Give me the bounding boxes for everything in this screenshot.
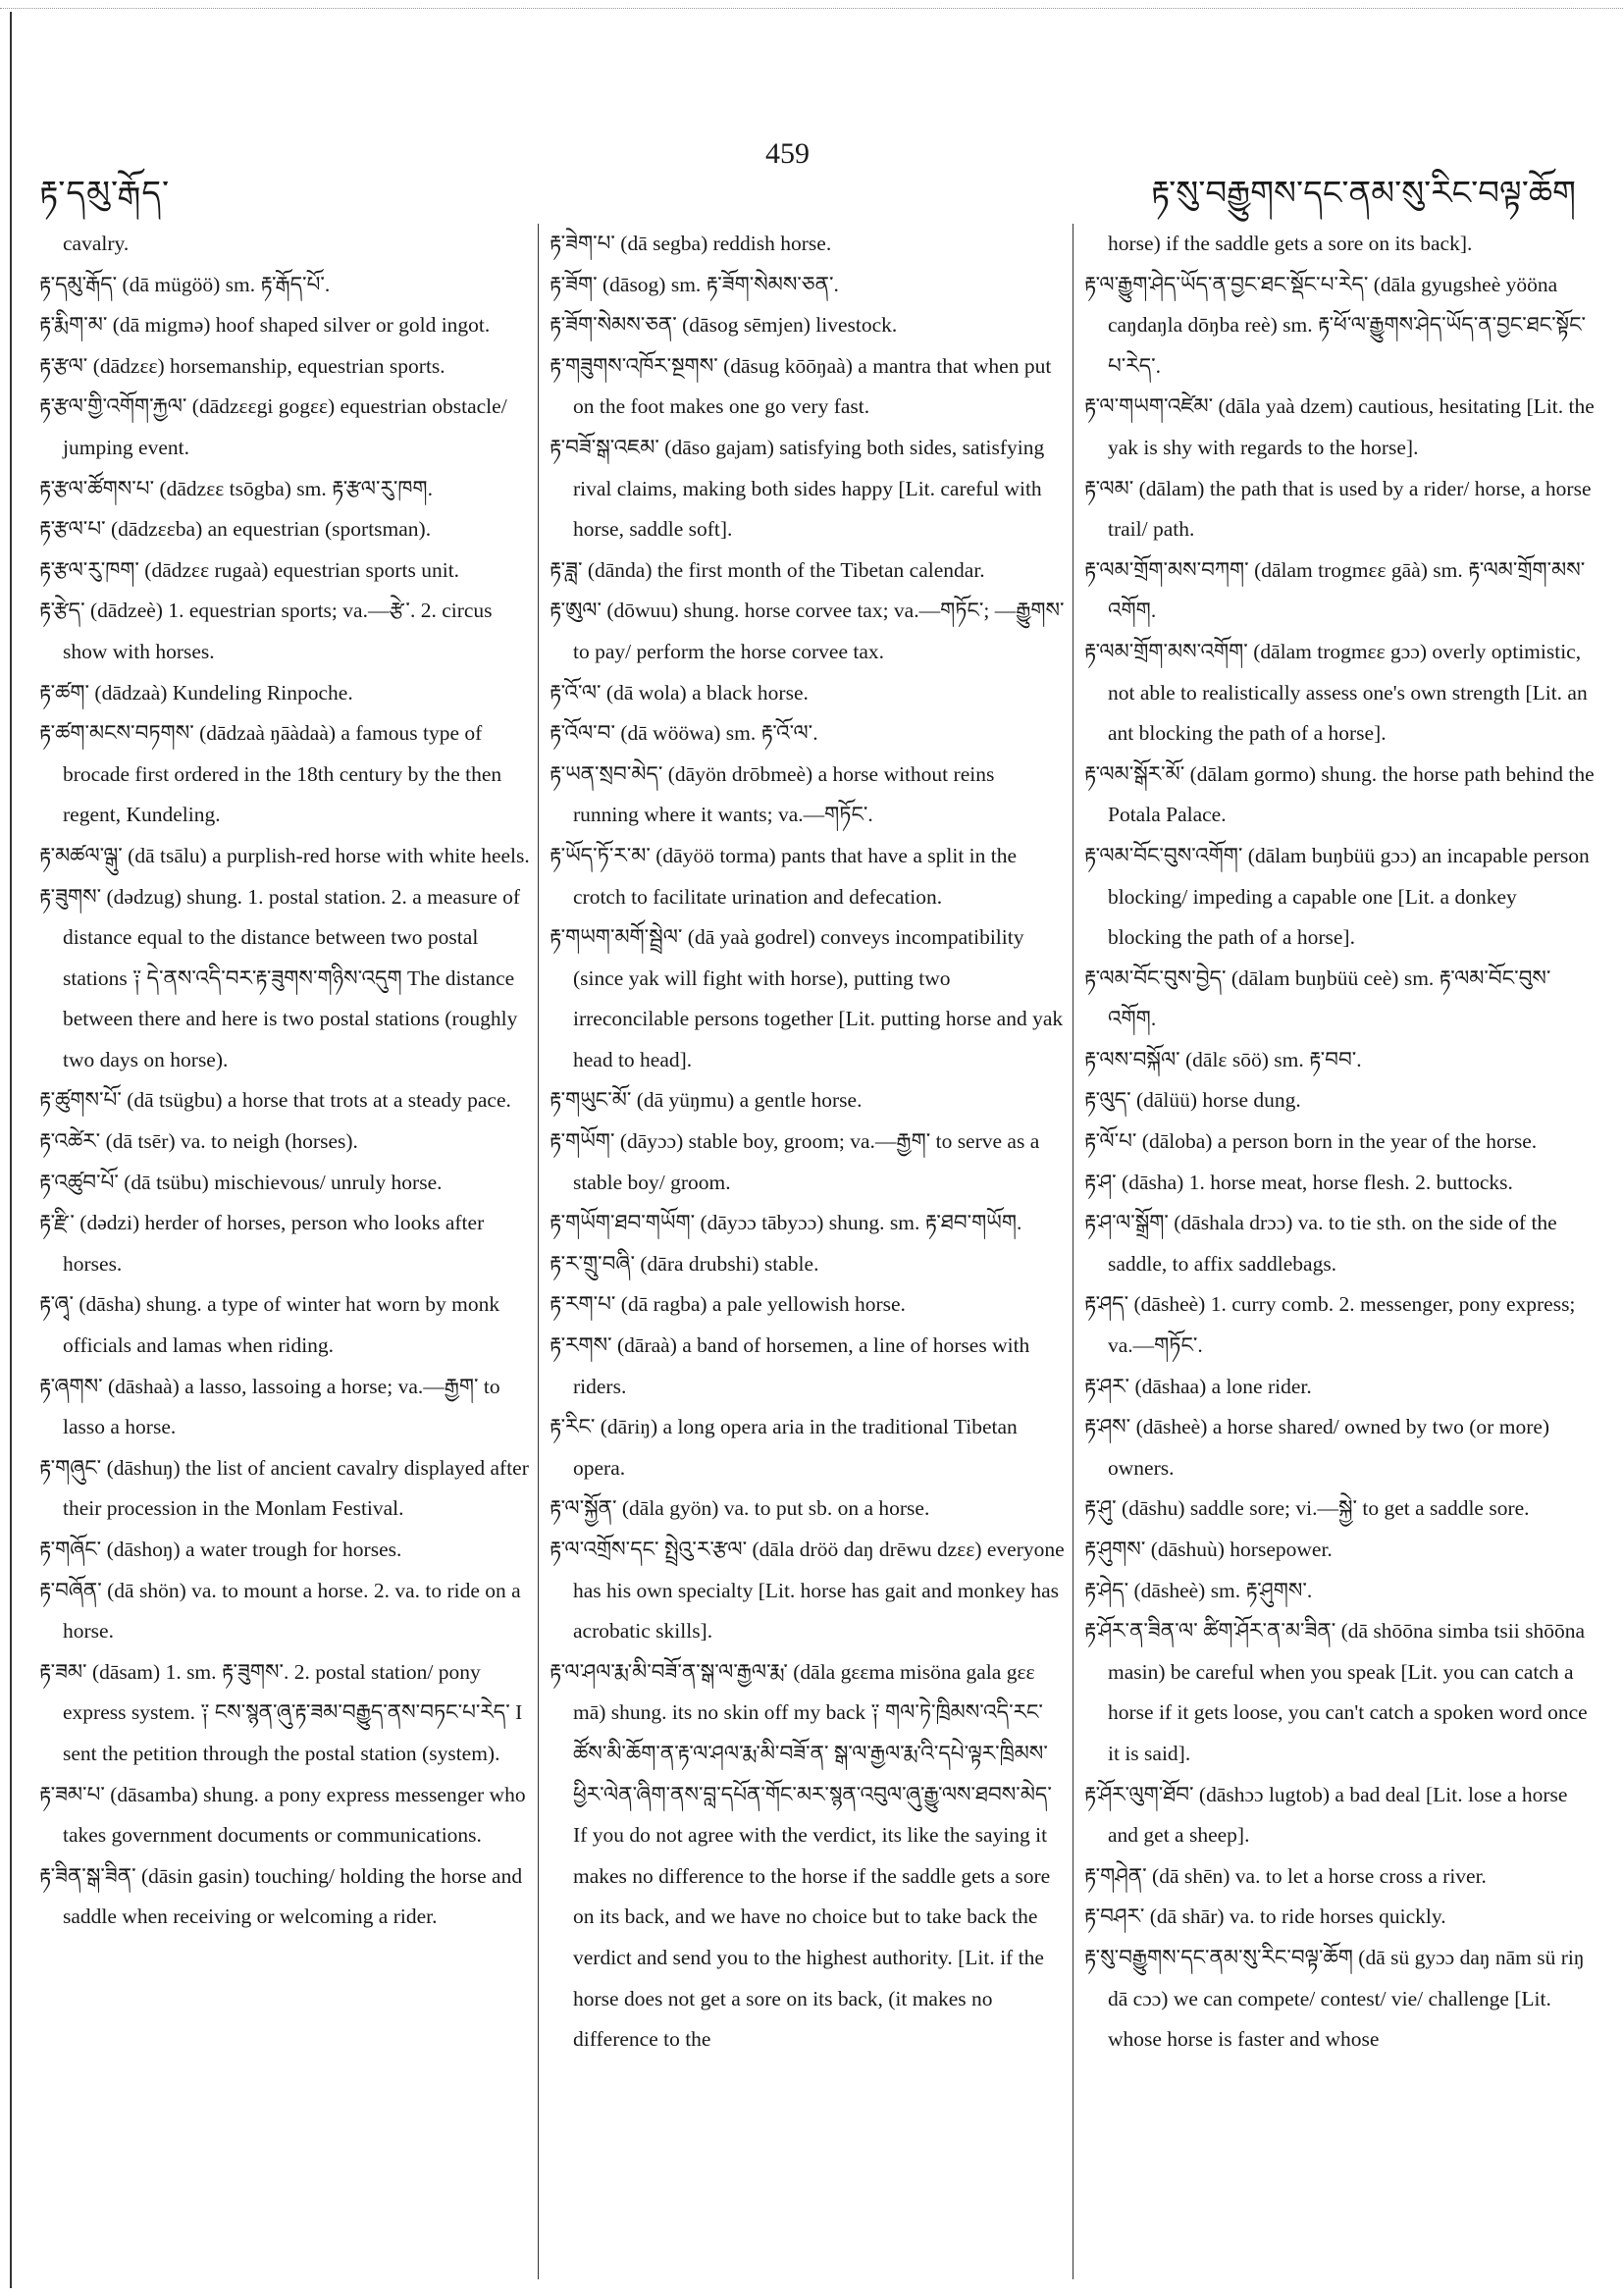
dictionary-entry: རྟ་ཟིན་སྒ་ཟིན་ (dāsin gasin) touching/ holding the horse and saddle when receiving or welcoming a rider. xyxy=(39,1863,523,1929)
dictionary-entry: རྟ་བཤར་ (dā shār) va. to ride horses quickly. xyxy=(1084,1905,1446,1929)
dictionary-entry: རྟ་རྩལ་ཚོགས་པ་ (dādzεε tsōgba) sm. རྟ་རྩལ་རུ་ཁག. xyxy=(39,476,433,500)
dictionary-entry: རྟ་ཟླ་ (dānda) the first month of the Tibetan calendar. xyxy=(550,557,985,582)
dictionary-entry: རྟ་ཟེག་པ་ (dā segba) reddish horse. xyxy=(550,232,832,255)
dictionary-entry: རྟ་རྩལ་པ་ (dādzεεba) an equestrian (sportsman). xyxy=(39,517,432,542)
entry-continuation: horse) if the saddle gets a sore on its back]. xyxy=(1108,232,1473,255)
dictionary-entry: རྟ་རགས་ (dāraà) a band of horsemen, a line of horses with riders. xyxy=(550,1333,1030,1398)
dictionary-entry: རྟ་གཟུགས་འཁོར་སྔགས་ (dāsug kōōŋaà) a mantra that when put on the foot makes one go very fast. xyxy=(550,353,1052,419)
dictionary-entry: རྟ་ཡོད་ཏོ་ར་མ་ (dāyöö torma) pants that have a split in the crotch to facilitate urination and defecation. xyxy=(550,843,1018,909)
dictionary-entry: རྟ་འོ་ལ་ (dā wola) a black horse. xyxy=(550,680,809,704)
dictionary-entry: རྟ་ཤེད་ (dāsheè) sm. རྟ་ཤུགས་. xyxy=(1084,1578,1313,1602)
dictionary-entry: རྟ་རག་པ་ (dā ragba) a pale yellowish horse. xyxy=(550,1292,906,1317)
dictionary-entry: རྟ་རྩེད་ (dādzeè) 1. equestrian sports; va.—རྩེ་. 2. circus show with horses. xyxy=(39,599,493,663)
dictionary-entry: རྟ་རྩལ་གྱི་འགོག་རྐྱལ་ (dādzεεgi gogεε) equestrian obstacle/ jumping event. xyxy=(39,394,507,459)
dictionary-entry: རྟ་གཡོག་ (dāyɔɔ) stable boy, groom; va.—རྒྱག་ to serve as a stable boy/ groom. xyxy=(550,1129,1040,1194)
dictionary-entry: རྟ་ལམ་བོང་བུས་འགོག་ (dālam buŋbüü gɔɔ) an incapable person blocking/ impeding a capable one [Lit. a donkey blocking the path of a horse]. xyxy=(1084,843,1590,950)
dictionary-entry: རྟ་ཤོར་ན་ཟིན་ལ་ ཚིག་ཤོར་ན་མ་ཟིན་ (dā shōōna simba tsii shōōna masin) be careful when you speak [Lit. you can catch a horse if it gets loose, you can't catch a spoken word once it is said]. xyxy=(1084,1619,1588,1765)
dictionary-entry: རྟ་ཤོར་ལུག་ཐོབ་ (dāshɔɔ lugtob) a bad deal [Lit. lose a horse and get a sheep]. xyxy=(1084,1782,1568,1848)
column-3 xyxy=(1084,224,1595,2061)
running-head-right: རྟ་སུ་བརྒྱུགས་དང་ནམ་སུ་རིང་བལྟ་ཆོག xyxy=(1150,174,1576,213)
dictionary-entry: རྟ་ཤུགས་ (dāshuù) horsepower. xyxy=(1084,1538,1333,1561)
dictionary-entry: རྟ་ཟོག་ (dāsog) sm. རྟ་ཟོག་སེམས་ཅན་. xyxy=(550,272,839,296)
dictionary-entry: རྟ་གཡག་མགོ་སྦྲེལ་ (dā yaà godrel) conveys incompatibility (since yak will fight with horse), putting two irreconcilable persons together [Lit. putting horse and yak head to head]. xyxy=(550,925,1064,1071)
dictionary-entry: རྟ་ཤད་ (dāsheè) 1. curry comb. 2. messenger, pony express; va.—གཏོང་. xyxy=(1084,1292,1576,1358)
dictionary-entry: རྟ་ལམ་སྒོར་མོ་ (dālam gormo) shung. the horse path behind the Potala Palace. xyxy=(1084,761,1595,827)
dictionary-entry: རྟ་གཞུང་ (dāshuŋ) the list of ancient cavalry displayed after their procession in the Monlam Festival. xyxy=(39,1455,529,1521)
dictionary-entry: རྟ་ཚག་ (dādzaà) Kundeling Rinpoche. xyxy=(39,680,353,704)
dictionary-entry: རྟ་ཟུགས་ (dədzug) shung. 1. postal station. 2. a measure of distance equal to the distance between two postal stations ༑ དེ་ནས་འདི་བར་རྟ་ཟུགས་གཉིས་འདུག The distance between there and here is two postal stations (roughly two days on horse). xyxy=(39,884,521,1071)
dictionary-entry: རྟ་ཤས་ (dāsheè) a horse shared/ owned by two (or more) owners. xyxy=(1084,1415,1550,1480)
dictionary-entry: རྟ་ཞགས་ (dāshaà) a lasso, lassoing a horse; va.—རྒྱག་ to lasso a horse. xyxy=(39,1374,500,1439)
dictionary-entry: རྟ་དམུ་རྒོད་ (dā mügöö) sm. རྟ་རྒོད་པོ་. xyxy=(39,272,331,296)
dictionary-entry: རྟ་ལ་འགྲོས་དང་ སྤྲེའུ་ར་རྩལ་ (dāla dröö daŋ drēwu dzεε) everyone has his own specialty [Lit. horse has gait and monkey has acrobatic skills]. xyxy=(550,1538,1065,1644)
column-divider xyxy=(538,224,539,2279)
column-2 xyxy=(550,224,1065,2061)
dictionary-entry: རྟ་རྩལ་ (dādzεε) horsemanship, equestrian sports. xyxy=(39,353,445,378)
dictionary-entry: རྟ་རྫི་ (dədzi) herder of horses, person who looks after horses. xyxy=(39,1211,485,1276)
dictionary-entry: རྟ་ཟོག་སེམས་ཅན་ (dāsog sēmjen) livestock. xyxy=(550,313,898,338)
dictionary-entry: རྟ་ལམ་གྲོག་མས་འགོག་ (dālam trogmεε gɔɔ) overly optimistic, not able to realistically assess one's own strength [Lit. an ant blocking the path of a horse]. xyxy=(1084,639,1588,746)
dictionary-entry: རྟ་ཞྭ་ (dāsha) shung. a type of winter hat worn by monk officials and lamas when riding. xyxy=(39,1292,500,1358)
dictionary-entry: རྟ་ལས་བསྐོལ་ (dālε sōö) sm. རྟ་བབ་. xyxy=(1084,1047,1362,1071)
dictionary-entry: རྟ་ཨུལ་ (dōwuu) shung. horse corvee tax; va.—གཏོང་; —རྒྱུགས་ to pay/ perform the horse corvee tax. xyxy=(550,599,1065,663)
dictionary-entry: རྟ་སུ་བརྒྱུགས་དང་ནམ་སུ་རིང་བལྟ་ཆོག (dā sü gyɔɔ daŋ nām sü riŋ dā cɔɔ) we can compete/ contest/ vie/ challenge [Lit. whose horse is faster and whose xyxy=(1084,1945,1585,2052)
dictionary-entry: རྟ་གཤེན་ (dā shēn) va. to let a horse cross a river. xyxy=(1084,1863,1487,1888)
dictionary-entry: རྟ་ལམ་བོང་བུས་བྱེད་ (dālam buŋbüü ceè) sm. རྟ་ལམ་བོང་བུས་འགོག. xyxy=(1084,965,1551,1031)
dictionary-entry: རྟ་རྩལ་རུ་ཁག་ (dādzεε rugaà) equestrian sports unit. xyxy=(39,557,460,582)
dictionary-entry: རྟ་ལ་ཤལ་རྨ་མི་བཟོ་ན་སྒ་ལ་རྒྱལ་རྨ་ (dāla gεεma misöna gala gεε mā) shung. its no skin off my back ༑ གལ་ཏེ་ཁྲིམས་འདི་རང་ཚོས་མི་ཆོག་ན་རྟ་ལ་ཤལ་རྨ་མི་བཟོ་ན་ སྒ་ལ་རྒྱལ་རྨ་འི་དཔེ་ལྟར་ཁྲིམས་ཕྱིར་ལེན་ཞིག་ནས་བླ་དཔོན་གོང་མར་སྙན་འབུལ་ཞུ་རྒྱུ་ལས་ཐབས་མེད་ If you do not agree with the verdict, its like the saying it makes no difference to the horse if the saddle gets a sore on its back, and we have no choice but to take back the verdict and send you to the highest authority. [Lit. if the horse does not get a sore on its back, (it makes no difference to the xyxy=(550,1659,1052,2052)
dictionary-entry: རྟ་ཚག་མངས་བཏགས་ (dādzaà ŋāàdaà) a famous type of brocade first ordered in the 18th century by the then regent, Kundeling. xyxy=(39,721,502,827)
dictionary-entry: རྟ་ལ་གཡག་འཛེམ་ (dāla yaà dzem) cautious, hesitating [Lit. the yak is shy with regards to the horse]. xyxy=(1084,394,1595,459)
dictionary-entry: རྟ་མཚལ་ལྒུ་ (dā tsālu) a purplish-red horse with white heels. xyxy=(39,843,530,867)
dictionary-entry: རྟ་ལ་རྒྱུག་ཤེད་ཡོད་ན་བྱང་ཐང་སྡོང་པ་རེད་ (dāla gyugsheè yööna caŋdaŋla dōŋba reè) sm. རྟ་ཕོ་ལ་རྒྱུགས་ཤེད་ཡོད་ན་བྱང་ཐང་སྟོང་པ་རེད་. xyxy=(1084,272,1587,378)
dictionary-entry: རྟ་ར་གྲུ་བཞི་ (dāra drubshi) stable. xyxy=(550,1251,819,1276)
dictionary-entry: རྟ་ལ་སྐྱོན་ (dāla gyön) va. to put sb. on a horse. xyxy=(550,1496,930,1521)
dictionary-entry: རྟ་བཞོན་ (dā shön) va. to mount a horse. 2. va. to ride on a horse. xyxy=(39,1578,521,1644)
dictionary-entry: རྟ་གཞོང་ (dāshoŋ) a water trough for horses. xyxy=(39,1538,402,1561)
dictionary-entry: རྟ་གཡོག་ཐབ་གཡོག་ (dāyɔɔ tābyɔɔ) shung. sm. རྟ་ཐབ་གཡོག. xyxy=(550,1211,1022,1235)
dictionary-entry: རྟ་ཤུ་ (dāshu) saddle sore; vi.—སྐྱེ་ to get a saddle sore. xyxy=(1084,1496,1530,1521)
dictionary-entry: རྟ་གཡུང་མོ་ (dā yüŋmu) a gentle horse. xyxy=(550,1088,863,1113)
dictionary-entry: རྟ་རིང་ (dāriŋ) a long opera aria in the traditional Tibetan opera. xyxy=(550,1415,1018,1480)
dictionary-entry: རྟ་ཚུགས་པོ་ (dā tsügbu) a horse that trots at a steady pace. xyxy=(39,1088,511,1113)
dictionary-entry: རྟ་འཚུབ་པོ་ (dā tsübu) mischievous/ unruly horse. xyxy=(39,1170,443,1194)
column-1 xyxy=(39,224,530,1938)
left-binding-rule xyxy=(10,12,12,2288)
dictionary-entry: རྟ་བཟོ་སྒ་འཇམ་ (dāso gajam) satisfying both sides, satisfying rival claims, making both sides happy [Lit. careful with horse, saddle soft]. xyxy=(550,435,1045,542)
dictionary-entry: རྟ་ལམ་ (dālam) the path that is used by a rider/ horse, a horse trail/ path. xyxy=(1084,476,1592,542)
dictionary-entry: རྟ་ཤ་ལ་སྒྲོག་ (dāshala drɔɔ) va. to tie sth. on the side of the saddle, to affix saddlebags. xyxy=(1084,1211,1557,1276)
dictionary-entry: རྟ་ལོ་པ་ (dāloba) a person born in the year of the horse. xyxy=(1084,1129,1538,1154)
dictionary-entry: རྟ་རྨིག་མ་ (dā migmə) hoof shaped silver or gold ingot. xyxy=(39,313,491,338)
dictionary-entry: རྟ་ཤ་ (dāsha) 1. horse meat, horse flesh. 2. buttocks. xyxy=(1084,1170,1513,1194)
dictionary-entry: རྟ་ཟམ་ (dāsam) 1. sm. རྟ་ཟུགས་. 2. postal station/ pony express system. ༑ ངས་སྙན་ཞུ་རྟ་ཟམ་བརྒྱུད་ནས་བཏང་པ་རེད་ I sent the petition through the postal station (system). xyxy=(39,1659,523,1765)
dictionary-entry: རྟ་ལུད་ (dālüü) horse dung. xyxy=(1084,1088,1301,1113)
entry-continuation: cavalry. xyxy=(63,232,130,255)
top-edge-rule xyxy=(0,8,1623,9)
dictionary-entry: རྟ་ཤར་ (dāshaa) a lone rider. xyxy=(1084,1374,1312,1398)
dictionary-entry: རྟ་ཡན་སྲབ་མེད་ (dāyön drōbmeè) a horse without reins running where it wants; va.—གཏོང་. xyxy=(550,761,995,827)
dictionary-entry: རྟ་འཚེར་ (dā tsēr) va. to neigh (horses). xyxy=(39,1129,358,1154)
page-number: 459 xyxy=(765,137,810,170)
running-head-left: རྟ་དམུ་རྒོད་ xyxy=(39,174,171,213)
dictionary-entry: རྟ་ལམ་གྲོག་མས་བཀག་ (dālam trogmεε gāà) sm. རྟ་ལམ་གྲོག་མས་འགོག. xyxy=(1084,557,1586,623)
dictionary-entry: རྟ་ཟམ་པ་ (dāsamba) shung. a pony express messenger who takes government documents or communications. xyxy=(39,1782,526,1848)
dictionary-entry: རྟ་འོལ་བ་ (dā wööwa) sm. རྟ་འོ་ལ་. xyxy=(550,721,818,746)
